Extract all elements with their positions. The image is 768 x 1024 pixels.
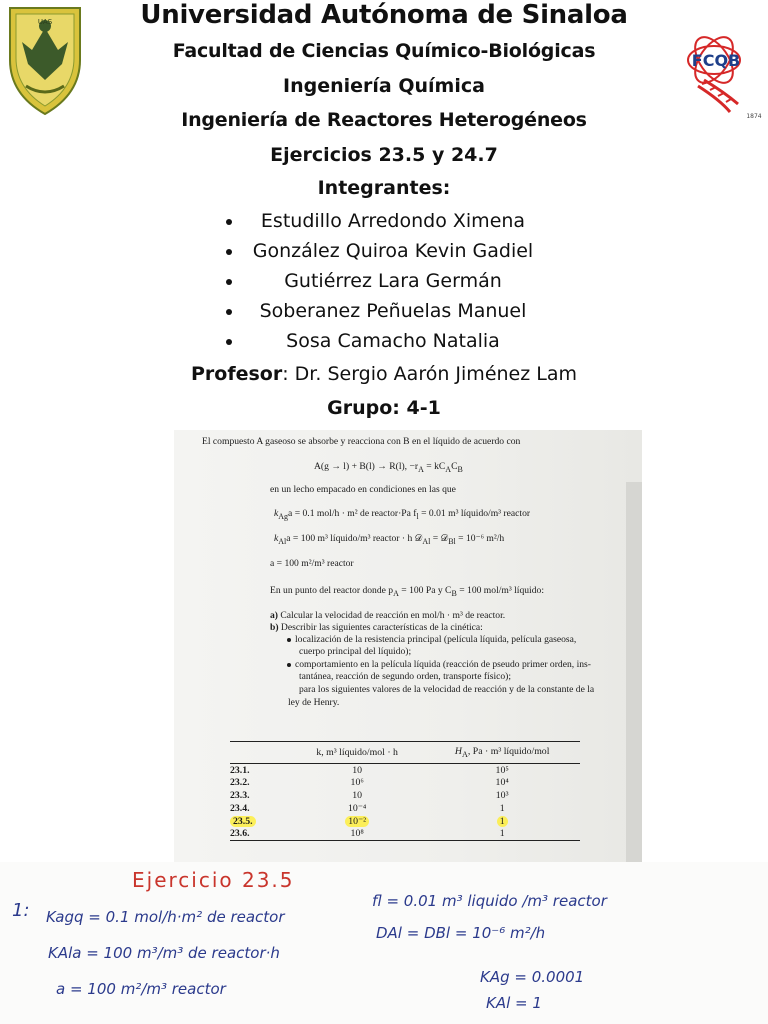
col-header-h: $H_A$, Pa · m³ líquido/mol bbox=[424, 742, 580, 764]
member-item: Estudillo Arredondo Ximena bbox=[0, 206, 768, 236]
question-b-item-2-cont: tantánea, reacción de segundo orden, transporte físico); bbox=[299, 671, 512, 682]
notes-right-1: fl = 0.01 m³ liquido /m³ reactor bbox=[372, 892, 607, 910]
notes-line-1: Kagq = 0.1 mol/h·m² de reactor bbox=[46, 908, 285, 926]
table-row: 23.1. 10 10⁵ bbox=[230, 764, 509, 776]
table-row: 23.6. 10⁸ 1 bbox=[230, 827, 580, 840]
param-kag: $k_{Ag}a = 0.1$ mol/h · m² de reactor·Pa $f_l = 0.01$ m³ líquido/m³ reactor bbox=[274, 508, 531, 521]
table-row: 23.4. 10⁻⁴ 1 bbox=[230, 802, 505, 814]
table-row-highlighted: 23.5. 10⁻² 1 bbox=[230, 815, 580, 828]
notes-right-2: DAl = DBl = 10⁻⁶ m²/h bbox=[376, 924, 546, 942]
university-title: Universidad Autónoma de Sinaloa bbox=[140, 0, 628, 30]
col-header-k: k, m³ líquido/mol · h bbox=[290, 742, 424, 764]
problem-point: En un punto del reactor donde $p_A = 100$ Pa y $C_B = 100$ mol/m³ líquido: bbox=[270, 585, 544, 598]
notes-line-2: KAla = 100 m³/m³ de reactor·h bbox=[48, 944, 280, 962]
member-item: González Quiroa Kevin Gadiel bbox=[0, 236, 768, 266]
question-b: b) Describir las siguientes características de la cinética: bbox=[270, 622, 483, 633]
param-kal: $k_{Al}a = 100$ m³ líquido/m³ reactor · h 𝒟$_{Al}$ = 𝒟$_{Bl}$ = 10⁻⁶ m²/h bbox=[274, 533, 505, 546]
param-a: a = 100 m²/m³ reactor bbox=[270, 558, 354, 569]
member-item: Sosa Camacho Natalia bbox=[0, 326, 768, 356]
notes-right-4: KAl = 1 bbox=[486, 994, 542, 1012]
problem-bed-text: en un lecho empacado en condiciones en las que bbox=[270, 484, 456, 495]
svg-text:FCQB: FCQB bbox=[691, 51, 741, 70]
question-b-item-1-cont: cuerpo principal del líquido); bbox=[299, 646, 412, 657]
problem-data-table bbox=[230, 741, 580, 841]
member-item: Soberanez Peñuelas Manuel bbox=[0, 296, 768, 326]
notes-step: 1: bbox=[12, 900, 30, 921]
question-a: a) Calcular la velocidad de reacción en mol/h · m³ de reactor. bbox=[270, 610, 506, 621]
bullet-icon bbox=[226, 219, 232, 225]
faculty-title: Facultad de Ciencias Químico-Biológicas bbox=[172, 40, 596, 62]
question-b-item-1: localización de la resistencia principal (película líquida, película gaseosa, bbox=[287, 634, 576, 646]
question-b-note-cont: ley de Henry. bbox=[288, 697, 340, 708]
members-heading: Integrantes: bbox=[317, 177, 451, 199]
svg-text:UAS: UAS bbox=[37, 18, 53, 26]
problem-intro: El compuesto A gaseoso se absorbe y reacciona con B en el líquido de acuerdo con bbox=[202, 436, 521, 447]
group-line: Grupo: 4-1 bbox=[327, 397, 441, 419]
assignment-title: Ejercicios 23.5 y 24.7 bbox=[270, 144, 498, 166]
bullet-icon bbox=[226, 309, 232, 315]
program-title: Ingeniería Química bbox=[283, 75, 485, 97]
scan-page-edge bbox=[626, 482, 642, 862]
bullet-icon bbox=[287, 663, 291, 667]
bullet-icon bbox=[226, 249, 232, 255]
member-item: Gutiérrez Lara Germán bbox=[0, 266, 768, 296]
notes-line-3: a = 100 m²/m³ reactor bbox=[56, 980, 226, 998]
professor-line: Profesor: Dr. Sergio Aarón Jiménez Lam bbox=[191, 363, 577, 385]
question-b-item-2: comportamiento en la película líquida (reacción de pseudo primer orden, ins- bbox=[287, 659, 591, 671]
members-list bbox=[0, 206, 768, 356]
notes-right-3: KAg = 0.0001 bbox=[480, 968, 585, 986]
table-row: 23.3. 10 10³ bbox=[230, 789, 509, 801]
bullet-icon bbox=[226, 279, 232, 285]
notes-title: Ejercicio 23.5 bbox=[132, 868, 295, 892]
course-title: Ingeniería de Reactores Heterogéneos bbox=[181, 109, 587, 131]
bullet-icon bbox=[226, 339, 232, 345]
svg-text:1874: 1874 bbox=[746, 113, 762, 120]
reaction-equation: A(g → l) + B(l) → R(l), $-r_A = kC_AC_B$ bbox=[314, 461, 463, 474]
handwritten-notes bbox=[0, 862, 768, 1024]
bullet-icon bbox=[287, 638, 291, 642]
table-row: 23.2. 10⁶ 10⁴ bbox=[230, 777, 509, 789]
question-b-note: para los siguientes valores de la velocidad de reacción y de la constante de la bbox=[299, 684, 595, 695]
